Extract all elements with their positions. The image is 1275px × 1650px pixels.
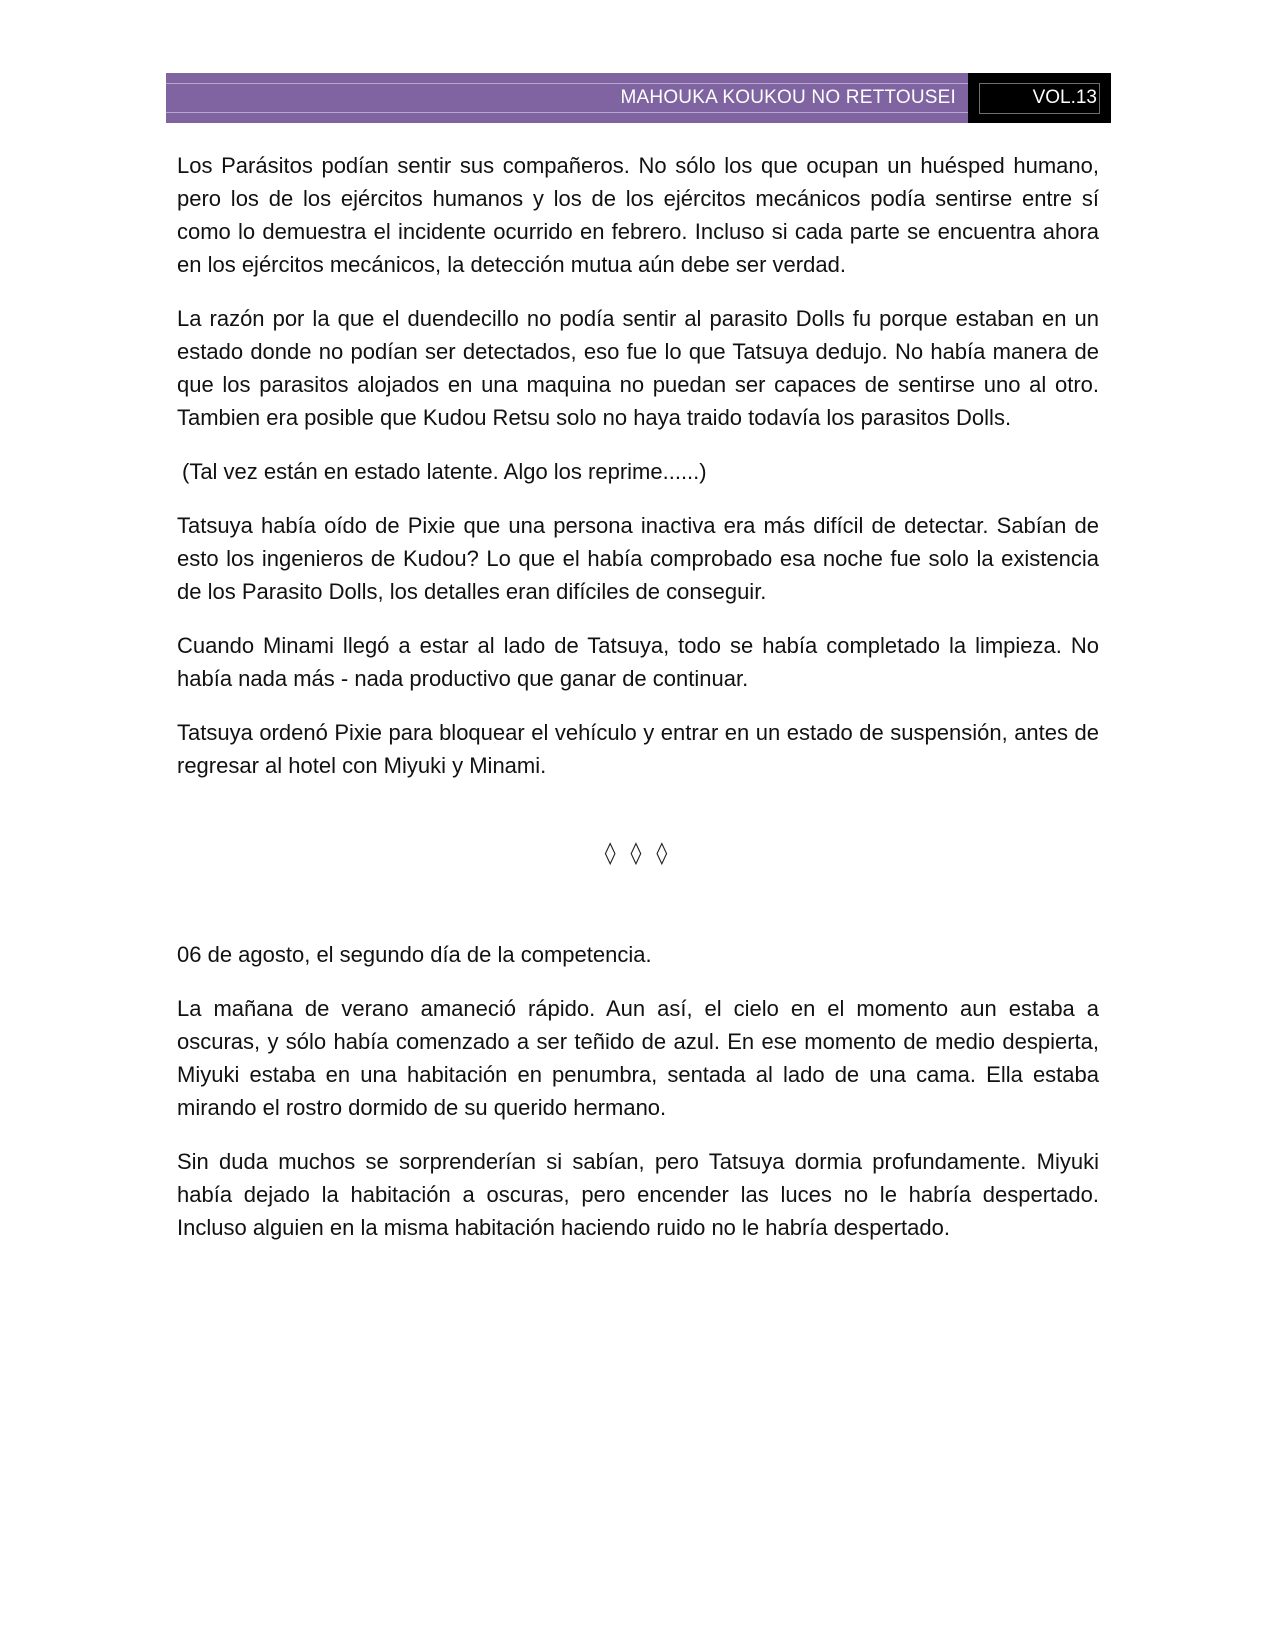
running-header	[166, 73, 1111, 123]
paragraph: La razón por la que el duendecillo no podía sentir al parasito Dolls fu porque estaban en un estado donde no podían ser detectados, eso fue lo que Tatsuya dedujo. No había manera de que los parasitos alojados en una maquina no puedan ser capaces de sentirse uno al otro. Tambien era posible que Kudou Retsu solo no haya traido todavía los parasitos Dolls.	[177, 306, 1099, 430]
header-title-band	[166, 73, 968, 123]
date-line: 06 de agosto, el segundo día de la competencia.	[177, 942, 652, 967]
volume-label: VOL.13	[1032, 87, 1097, 108]
scene-break-diamonds: ◊ ◊ ◊	[604, 841, 672, 866]
paragraph: Cuando Minami llegó a estar al lado de Tatsuya, todo se había completado la limpieza. No había nada más - nada productivo que ganar de continuar.	[177, 633, 1099, 691]
paragraph: Tatsuya ordenó Pixie para bloquear el vehículo y entrar en un estado de suspensión, antes de regresar al hotel con Miyuki y Minami.	[177, 720, 1099, 778]
paragraph: Tatsuya había oído de Pixie que una persona inactiva era más difícil de detectar. Sabían de esto los ingenieros de Kudou? Lo que el había comprobado esa noche fue solo la existencia de los Parasito Dolls, los detalles eran difíciles de conseguir.	[177, 513, 1099, 604]
volume-box	[968, 73, 1111, 123]
inner-thought: (Tal vez están en estado latente. Algo los reprime......)	[182, 459, 707, 484]
paragraph: Sin duda muchos se sorprenderían si sabían, pero Tatsuya dormia profundamente. Miyuki había dejado la habitación a oscuras, pero encender las luces no le habría despertado. Incluso alguien en la misma habitación haciendo ruido no le habría despertado.	[177, 1149, 1099, 1240]
page-body	[177, 149, 1099, 1265]
volume-frame-right	[1099, 83, 1100, 114]
paragraph: La mañana de verano amaneció rápido. Aun así, el cielo en el momento aun estaba a oscuras, y sólo había comenzado a ser teñido de azul. En ese momento de medio despierta, Miyuki estaba en una habitación en penumbra, sentada al lado de una cama. Ella estaba mirando el rostro dormido de su querido hermano.	[177, 996, 1099, 1120]
header-rule-bottom	[166, 112, 968, 113]
paragraph: Los Parásitos podían sentir sus compañeros. No sólo los que ocupan un huésped humano, pero los de los ejércitos humanos y los de los ejércitos mecánicos podía sentirse entre sí como lo demuestra el incidente ocurrido en febrero. Incluso si cada parte se encuentra ahora en los ejércitos mecánicos, la detección mutua aún debe ser verdad.	[177, 153, 1099, 277]
series-title: MAHOUKA KOUKOU NO RETTOUSEI	[620, 87, 956, 108]
